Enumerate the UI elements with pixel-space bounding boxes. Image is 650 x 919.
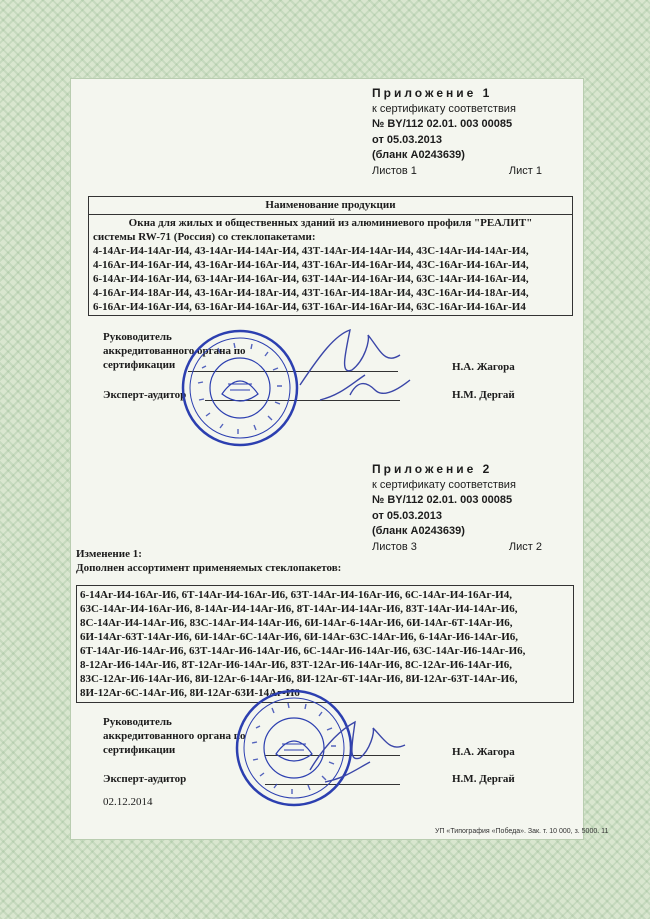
expert-label-2: Эксперт-аудитор (103, 773, 187, 785)
appendix-2-to-cert: к сертификату соответствия (372, 478, 516, 491)
appendix-1-to-cert: к сертификату соответствия (372, 102, 516, 115)
change-subtitle: Дополнен ассортимент применяемых стеклопакетов: (76, 562, 342, 574)
appendix-1-date: от 05.03.2013 (372, 133, 442, 146)
change-line: 83С-12Аг-И6-14Аг-И6, 8И-12Аг-6-14Аг-И6, 8И-12Аг-6Т-14Аг-И6, 8И-12Аг-63Т-14Аг-И6, (80, 673, 518, 685)
product-line: 6-16Аг-И4-16Аг-И4, 63-16Аг-И4-16Аг-И4, 63Т-16Аг-И4-16Аг-И4, 63С-16Аг-И4-16Аг-И4 (93, 301, 526, 313)
head-label-block-2 (103, 715, 246, 757)
product-line: 4-16Аг-И4-18Аг-И4, 43-16Аг-И4-18Аг-И4, 43Т-16Аг-И4-18Аг-И4, 43С-16Аг-И4-18Аг-И4, (93, 287, 529, 299)
head-label-line: аккредитованного органа по (103, 345, 246, 357)
product-line: Окна для жилых и общественных зданий из алюминиевого профиля "РЕАЛИТ" (128, 217, 533, 229)
change-line: 8И-12Аг-6С-14Аг-И6, 8И-12Аг-63И-14Аг-И6 (80, 687, 300, 699)
change-block (76, 547, 341, 575)
expert-label-1: Эксперт-аудитор (103, 389, 187, 401)
expert-name-2: Н.М. Дергай (452, 773, 515, 785)
change-title: Изменение 1: (76, 548, 142, 560)
appendix-1-number: № BY/112 02.01. 003 00085 (372, 118, 513, 130)
head-label-line: сертификации (103, 359, 176, 371)
product-table (88, 196, 573, 316)
appendix-2-blank: (бланк A0243639) (372, 525, 465, 537)
change-line: 6Т-14Аг-И6-14Аг-И6, 63Т-14Аг-И6-14Аг-И6, 6С-14Аг-И6-14Аг-И6, 63С-14Аг-И6-14Аг-И6, (80, 645, 526, 657)
official-stamp-1 (180, 328, 300, 448)
appendix-2-header (372, 462, 542, 555)
appendix-2-date: от 05.03.2013 (372, 509, 442, 522)
product-line: 4-14Аг-И4-14Аг-И4, 43-14Аг-И4-14Аг-И4, 43Т-14Аг-И4-14Аг-И4, 43С-14Аг-И4-14Аг-И4, (93, 245, 529, 257)
product-line: 6-14Аг-И4-16Аг-И4, 63-14Аг-И4-16Аг-И4, 63Т-14Аг-И4-16Аг-И4, 63С-14Аг-И4-16Аг-И4, (93, 273, 529, 285)
appendix-1-header (372, 86, 542, 179)
printing-imprint: УП «Типография «Победа». Зак. т. 10 000, з. 5000. 11 (435, 828, 609, 835)
appendix-1-sheets: Листов 1 (372, 164, 417, 177)
appendix-1-blank: (бланк A0243639) (372, 149, 465, 161)
change-line: 8-12Аг-И6-14Аг-И6, 8Т-12Аг-И6-14Аг-И6, 83Т-12Аг-И6-14Аг-И6, 8С-12Аг-И6-14Аг-И6, (80, 659, 512, 671)
handwritten-signature-2 (300, 710, 420, 790)
appendix-2-sheet: Лист 2 (508, 540, 542, 553)
handwritten-signature-1 (290, 315, 420, 410)
appendix-1-title: Приложение 1 (372, 86, 493, 100)
head-label-line: Руководитель (103, 716, 172, 728)
appendix-1-sheet: Лист 1 (508, 164, 542, 177)
expert-name-1: Н.М. Дергай (452, 389, 515, 401)
change-line: 63С-14Аг-И4-16Аг-И6, 8-14Аг-И4-14Аг-И6, 8Т-14Аг-И4-14Аг-И6, 83Т-14Аг-И4-14Аг-И6, (80, 603, 518, 615)
change-line: 6И-14Аг-63Т-14Аг-И6, 6И-14Аг-6С-14Аг-И6, 6И-14Аг-63С-14Аг-И6, 6-14Аг-И6-14Аг-И6, (80, 631, 519, 643)
issue-date: 02.12.2014 (103, 796, 153, 808)
product-table-header: Наименование продукции (89, 197, 572, 215)
appendix-2-number: № BY/112 02.01. 003 00085 (372, 494, 513, 506)
change-table (76, 585, 574, 703)
head-name-2: Н.А. Жагора (452, 746, 515, 758)
product-line: 4-16Аг-И4-16Аг-И4, 43-16Аг-И4-16Аг-И4, 43Т-16Аг-И4-16Аг-И4, 43С-16Аг-И4-16Аг-И4, (93, 259, 529, 271)
change-line: 6-14Аг-И4-16Аг-И6, 6Т-14Аг-И4-16Аг-И6, 63Т-14Аг-И4-16Аг-И6, 6С-14Аг-И4-16Аг-И4, (80, 589, 512, 601)
head-label-line: аккредитованного органа по (103, 730, 246, 742)
change-line: 8С-14Аг-И4-14Аг-И6, 83С-14Аг-И4-14Аг-И6, 6И-14Аг-6-14Аг-И6, 6И-14Аг-6Т-14Аг-И6, (80, 617, 513, 629)
head-name-1: Н.А. Жагора (452, 361, 515, 373)
product-line: системы RW-71 (Россия) со стеклопакетами: (93, 231, 316, 243)
head-label-line: Руководитель (103, 331, 172, 343)
appendix-2-title: Приложение 2 (372, 462, 493, 476)
head-label-line: сертификации (103, 744, 176, 756)
appendix-2-sheets: Листов 3 (372, 540, 417, 553)
